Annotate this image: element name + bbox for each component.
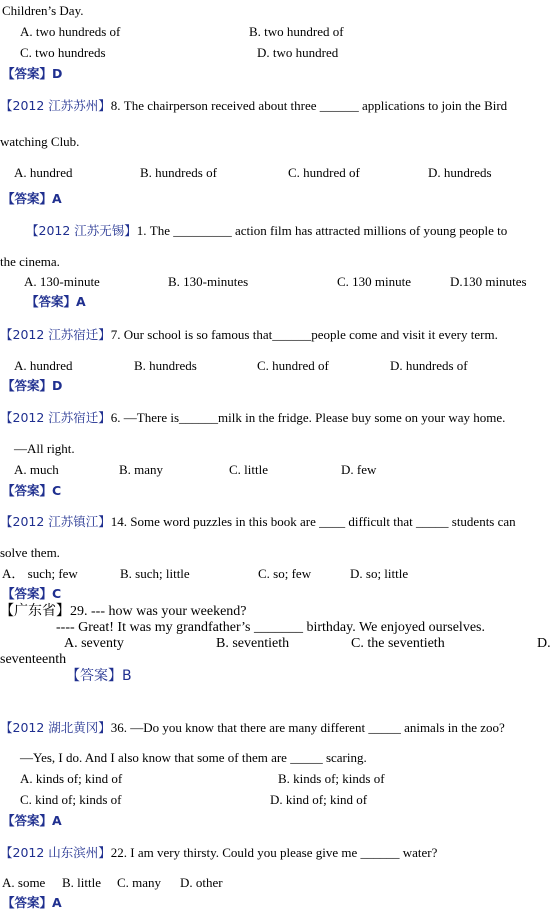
question-reply: ---- Great! It was my grandfather’s _______ birthday. We enjoyed ourselves. <box>56 620 485 635</box>
option-a: A. seventy <box>64 636 124 651</box>
option-a: A. much <box>14 462 59 477</box>
option-c: C. little <box>229 462 268 477</box>
question-text: 29. --- how was your weekend? <box>70 604 247 619</box>
option-c: C. so; few <box>258 566 312 581</box>
source-tag: 【2012 江苏宿迁】 <box>0 327 111 342</box>
question-text: 7. Our school is so famous that______people come and visit it every term. <box>110 327 498 342</box>
question-reply: —All right. <box>14 441 75 456</box>
source-tag: 【2012 江苏镇江】 <box>0 514 111 529</box>
question-text: 14. Some word puzzles in this book are ____ difficult that _____ students can <box>110 514 516 529</box>
option-a: A. hundred <box>14 165 73 180</box>
answer-label: 【答案】B <box>66 668 132 684</box>
option-b: B. little <box>62 875 101 890</box>
option-d: D. other <box>180 875 223 890</box>
answer-label: 【答案】A <box>2 895 62 910</box>
option-d: D.130 minutes <box>450 274 527 289</box>
option-d-text: seventeenth <box>0 652 67 667</box>
option-a: A． such; few <box>2 566 78 581</box>
answer-label: 【答案】A <box>2 191 62 206</box>
option-b: B. many <box>119 462 164 477</box>
answer-label: 【答案】C <box>2 586 62 601</box>
option-b: B. two hundred of <box>249 24 344 39</box>
option-c: C. two hundreds <box>20 45 106 60</box>
question-text-continued: watching Club. <box>0 134 80 149</box>
question-text: 8. The chairperson received about three ______ applications to join the Bird <box>110 98 508 113</box>
option-a: A. hundred <box>14 358 73 373</box>
option-d: D. so; little <box>350 566 409 581</box>
question-reply: —Yes, I do. And I also know that some of them are _____ scaring. <box>20 750 367 765</box>
option-c: C. hundred of <box>257 358 329 373</box>
question-text-continued: solve them. <box>0 545 60 560</box>
question-7 <box>0 327 498 343</box>
option-c: C. kind of; kinds of <box>20 792 122 807</box>
option-a: A. kinds of; kind of <box>20 771 123 786</box>
question-text: 1. The <box>136 223 171 238</box>
question-text: 36. —Do you know that there are many different _____ animals in the zoo? <box>110 720 505 735</box>
option-b: B. kinds of; kinds of <box>278 771 385 786</box>
answer-label: 【答案】D <box>2 378 63 393</box>
source-tag: 【2012 湖北黄冈】 <box>0 720 111 735</box>
option-a: A. some <box>2 875 46 890</box>
option-d: D. hundreds of <box>390 358 468 373</box>
question-text-continued: the cinema. <box>0 254 60 269</box>
option-a: A. 130-minute <box>24 274 100 289</box>
option-d: D. few <box>341 462 377 477</box>
answer-blank: _________ <box>173 223 232 238</box>
question-36 <box>0 720 505 736</box>
option-c: C. many <box>117 875 162 890</box>
question-fragment-text: Children’s Day. <box>2 3 84 18</box>
option-d: D. <box>537 636 551 651</box>
question-22 <box>0 845 437 861</box>
question-29 <box>0 604 247 620</box>
source-tag: 【2012 山东滨州】 <box>0 845 111 860</box>
question-8 <box>0 98 507 114</box>
option-b: B. hundreds of <box>140 165 217 180</box>
option-d: D. hundreds <box>428 165 492 180</box>
answer-label: 【答案】D <box>2 66 63 81</box>
answer-label: 【答案】A <box>26 294 86 309</box>
option-c: C. hundred of <box>288 165 360 180</box>
option-b: B. seventieth <box>216 636 290 651</box>
question-text-tail: action film has attracted millions of young people to <box>235 223 508 238</box>
question-1 <box>26 223 507 239</box>
source-tag: 【广东省】 <box>0 604 70 619</box>
question-14 <box>0 514 516 530</box>
option-d: D. two hundred <box>257 45 339 60</box>
source-tag: 【2012 江苏宿迁】 <box>0 410 111 425</box>
question-6 <box>0 410 505 426</box>
option-b: B. such; little <box>120 566 190 581</box>
source-tag: 【2012 江苏无锡】 <box>26 223 137 238</box>
question-text: 22. I am very thirsty. Could you please give me ______ water? <box>110 845 438 860</box>
source-tag: 【2012 江苏苏州】 <box>0 98 111 113</box>
answer-label: 【答案】C <box>2 483 62 498</box>
option-a: A. two hundreds of <box>20 24 121 39</box>
question-text: 6. —There is______milk in the fridge. Please buy some on your way home. <box>110 410 506 425</box>
option-c: C. 130 minute <box>337 274 412 289</box>
option-c: C. the seventieth <box>351 636 445 651</box>
option-b: B. 130-minutes <box>168 274 249 289</box>
option-d: D. kind of; kind of <box>270 792 368 807</box>
answer-label: 【答案】A <box>2 813 62 828</box>
option-b: B. hundreds <box>134 358 197 373</box>
